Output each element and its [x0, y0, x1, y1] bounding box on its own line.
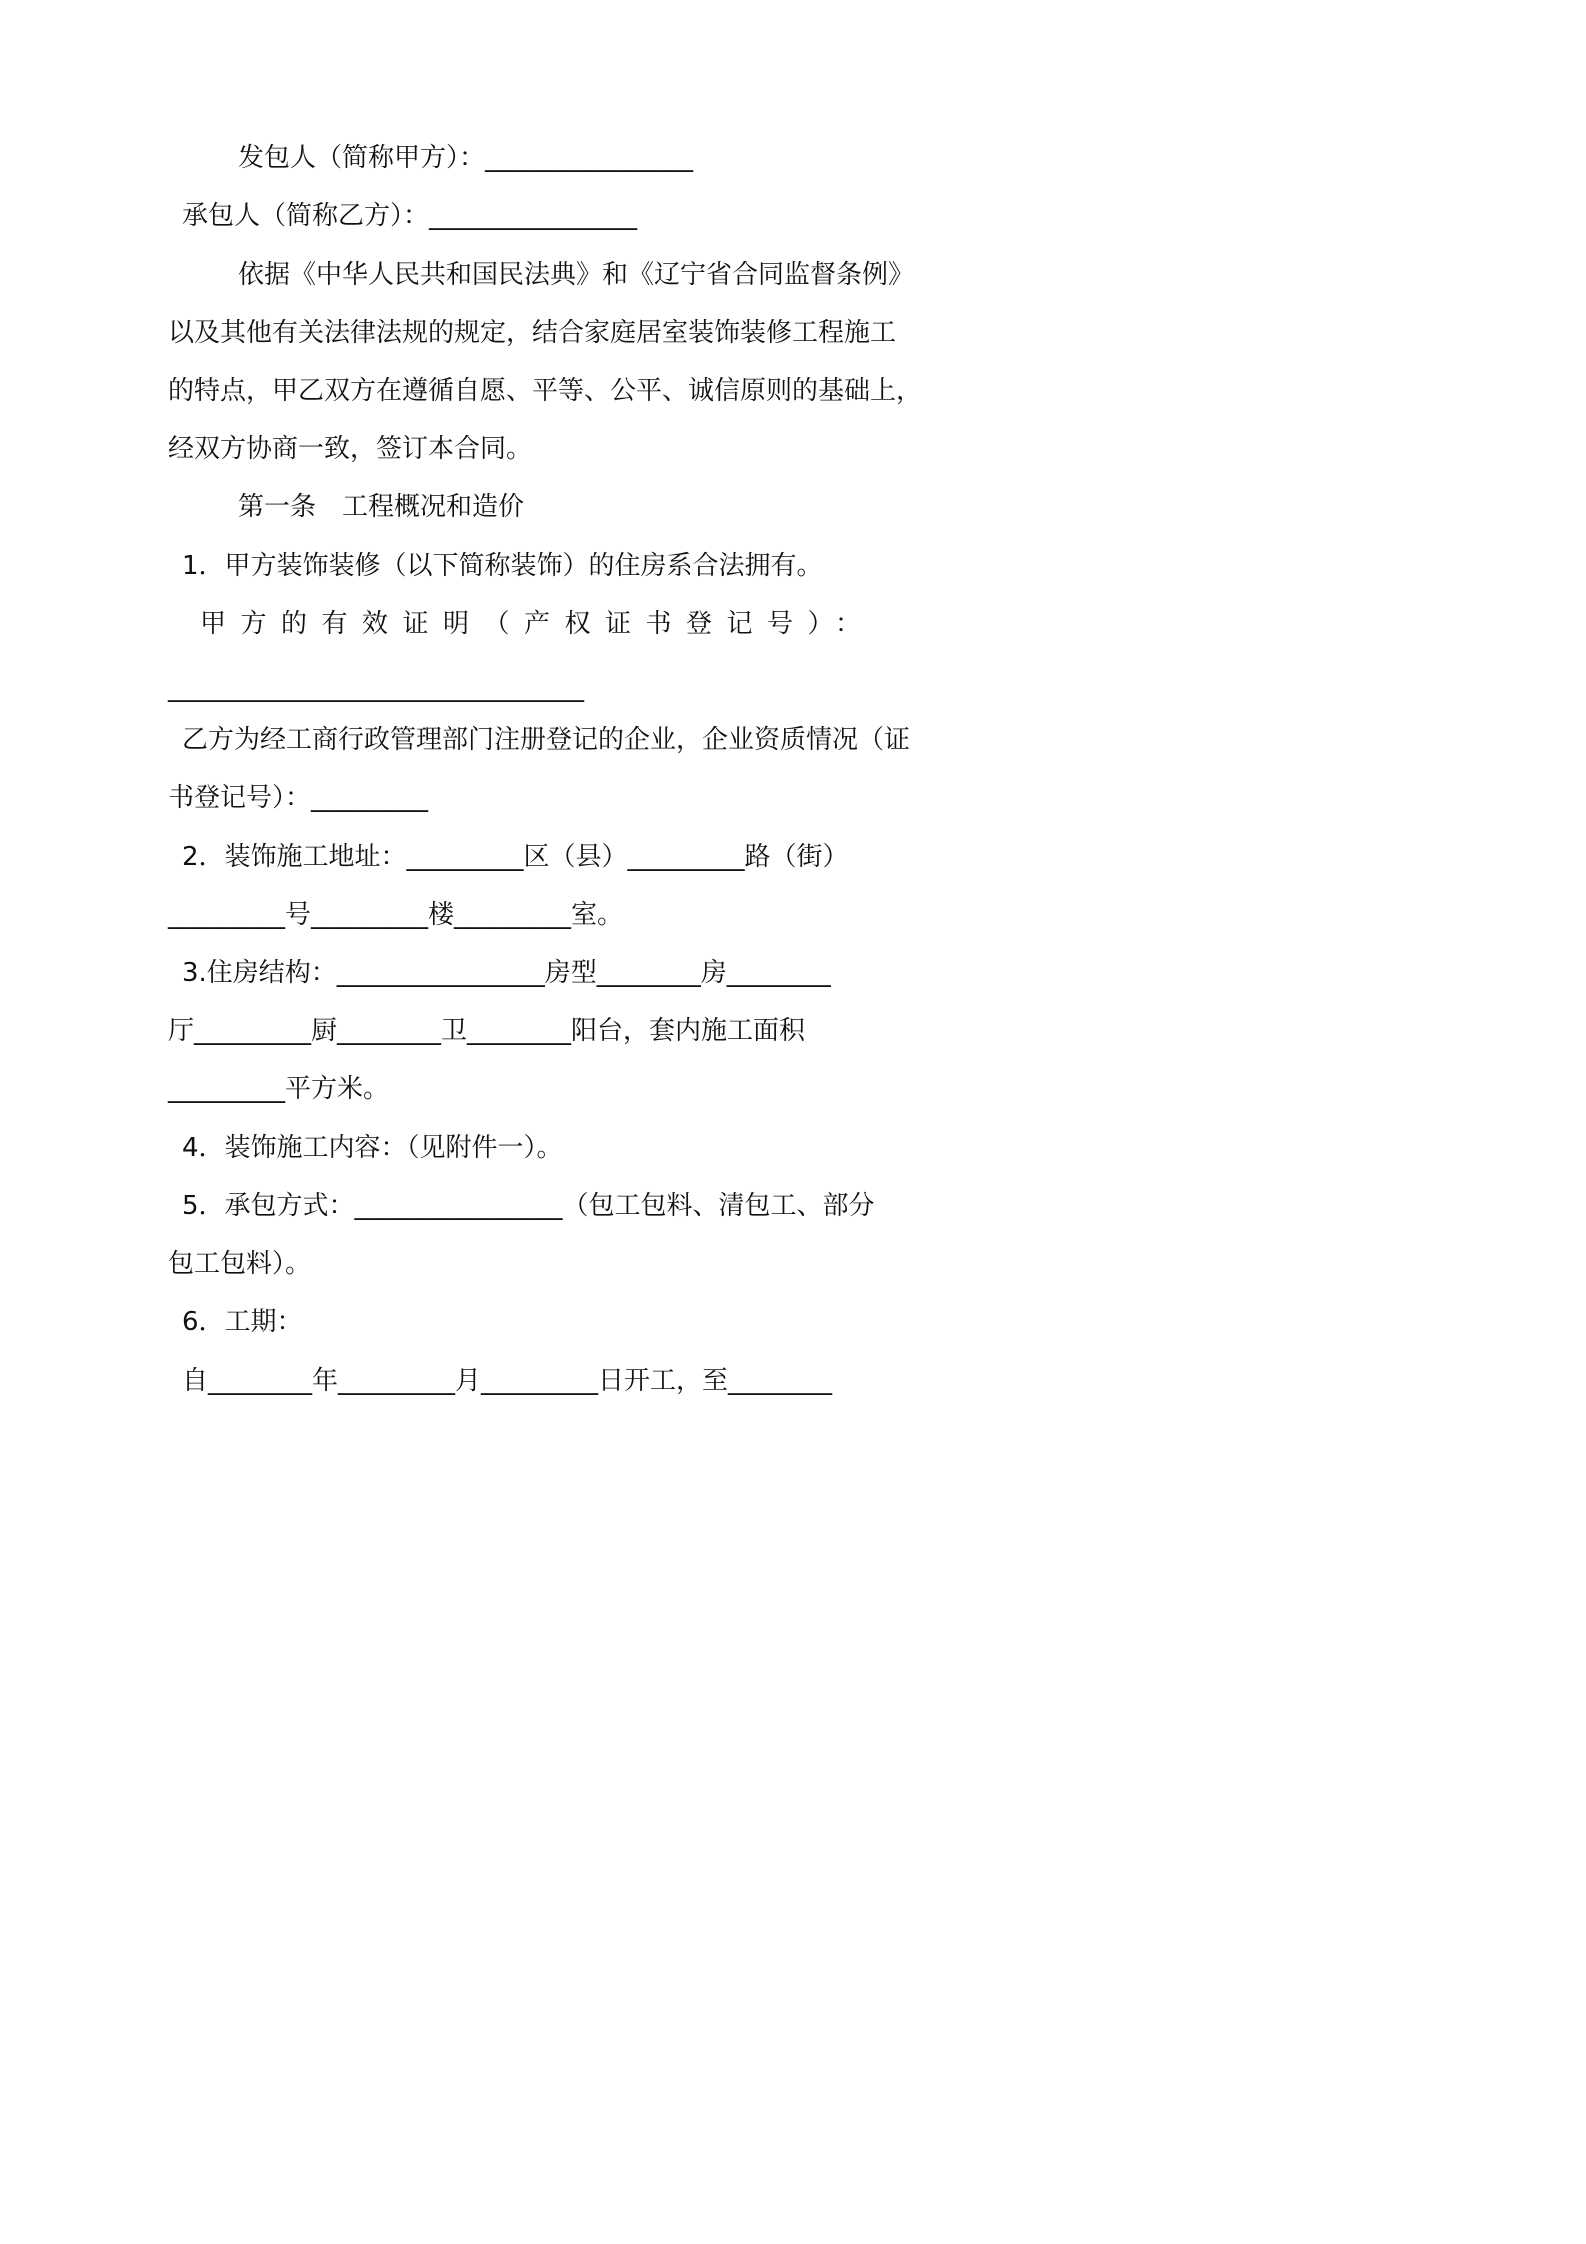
- clause-3-line-2: 厅_________厨________卫________阳台，套内施工面积: [168, 1016, 806, 1046]
- clause-2-line-1: 2．装饰施工地址：_________区（县）_________路（街）: [182, 842, 849, 872]
- clause-1-blank-line: ________________________________: [168, 673, 584, 703]
- clause-6-line-1: 自________年_________月_________日开工，至________: [182, 1366, 833, 1396]
- clause-3-line-3: _________平方米。: [168, 1074, 390, 1104]
- clause-5-line-2: 包工包料）。: [168, 1249, 312, 1279]
- document-page: [0, 0, 1105, 1563]
- article-1-heading: 第一条 工程概况和造价: [238, 492, 525, 522]
- clause-3-line-1: 3.住房结构：________________房型________房________: [182, 958, 831, 988]
- clause-1-party-b-line-1: 乙方为经工商行政管理部门注册登记的企业，企业资质情况（证: [182, 725, 911, 755]
- clause-1-line: 1．甲方装饰装修（以下简称装饰）的住房系合法拥有。: [182, 551, 823, 581]
- clause-1-party-b-line-2: 书登记号）：_________: [168, 783, 429, 813]
- preamble-line-4: 经双方协商一致，签订本合同。: [168, 434, 533, 464]
- clause-6-heading: 6．工期：: [182, 1307, 303, 1337]
- preamble-line-2: 以及其他有关法律法规的规定，结合家庭居室装饰装修工程施工: [168, 318, 897, 348]
- clause-4-line: 4．装饰施工内容：（见附件一）。: [182, 1133, 563, 1163]
- clause-1-certificate-line: 甲方的有效证明（产权证书登记号）：: [200, 609, 876, 639]
- party-a-line: 发包人（简称甲方）：________________: [238, 143, 694, 173]
- clause-5-line-1: 5．承包方式：________________（包工包料、清包工、部分: [182, 1191, 875, 1221]
- clause-2-line-2: _________号_________楼_________室。: [168, 900, 624, 930]
- party-b-line: 承包人（简称乙方）：________________: [182, 201, 638, 231]
- preamble-line-1: 依据《中华人民共和国民法典》和《辽宁省合同监督条例》: [238, 260, 915, 290]
- preamble-line-3: 的特点，甲乙双方在遵循自愿、平等、公平、诚信原则的基础上，: [168, 376, 923, 406]
